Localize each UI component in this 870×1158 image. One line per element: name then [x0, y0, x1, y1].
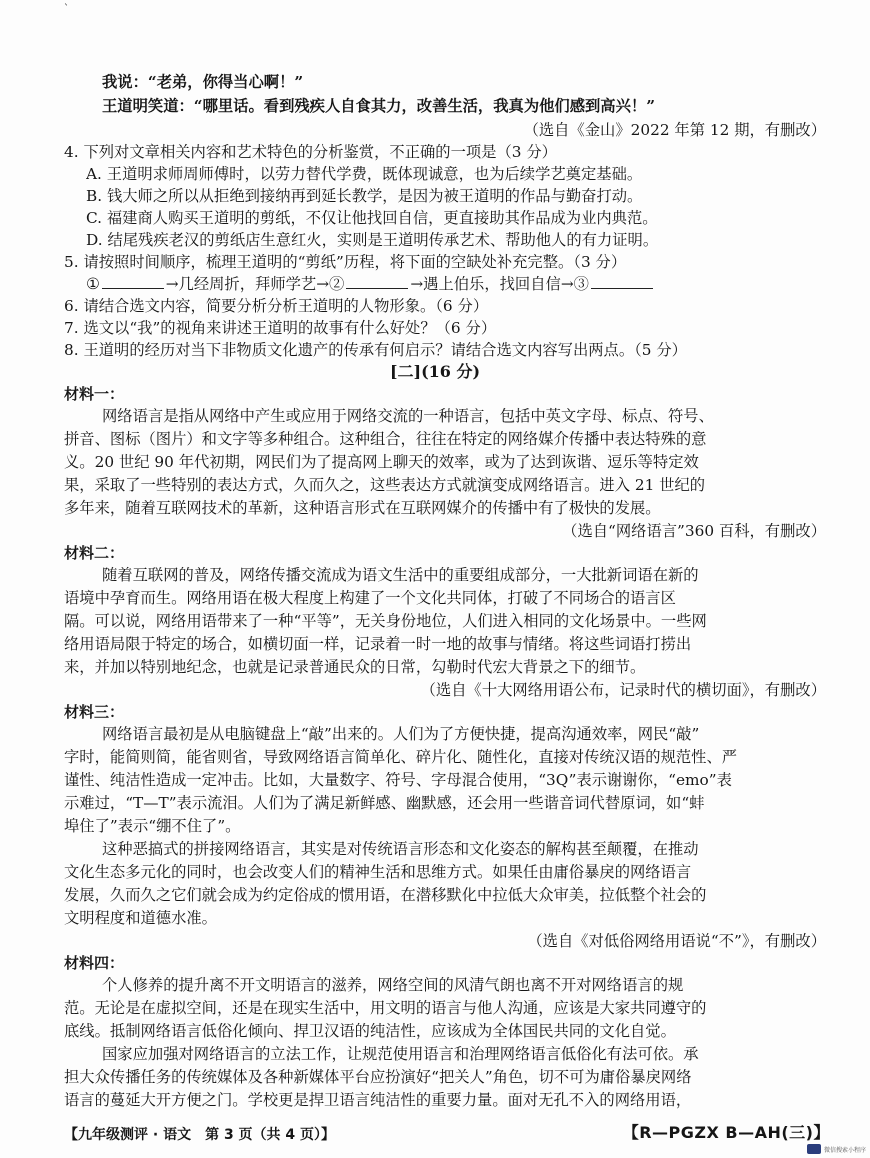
- material-2-line: 隔。可以说，网络用语带来了一种“平等”，无关身份地位，人们进入相同的文化场景中。一些网: [64, 612, 707, 630]
- material-4-line: 范。无论是在虚拟空间，还是在现实生活中，用文明的语言与他人沟通，应该是大家共同遵守的: [64, 999, 707, 1017]
- corner-mark: `: [64, 4, 69, 15]
- question-7: 7. 选文以“我”的视角来讲述王道明的故事有什么好处？（6 分）: [64, 319, 497, 337]
- question-5: 5. 请按照时间顺序，梳理王道明的“剪纸”历程，将下面的空缺处补充完整。（3 分）: [64, 253, 627, 271]
- material-4-line: 语言的蔓延大开方便之门。学校更是捍卫语言纯洁性的重要力量。面对无孔不入的网络用语，: [64, 1091, 692, 1109]
- answer-blank-2[interactable]: [346, 275, 408, 289]
- material-1-line: 多年来，随着互联网技术的革新，这种语言形式在互联网媒介的传播中有了极快的发展。: [64, 499, 661, 517]
- flow-step-1: →几经周折，拜师学艺→②: [165, 275, 345, 293]
- material-3-line: 这种恶搞式的拼接网络语言，其实是对传统语言形态和文化姿态的解构甚至颠覆，在推动: [102, 840, 699, 858]
- watermark: [807, 1144, 866, 1154]
- material-2-line: 来，并加以特别地纪念，也就是记录普通民众的日常，勾勒时代宏大背景之下的细节。: [64, 658, 646, 676]
- material-3-line: 文化生态多元化的同时，也会改变人们的精神生活和思维方式。如果任由庸俗暴戾的网络语言: [64, 863, 692, 881]
- material-1-line: 拼音、图标（图片）和文字等多种组合。这种组合，往往在特定的网络媒介传播中表达特殊的意: [64, 430, 707, 448]
- material-2-line: 语境中孕育而生。网络用语在极大程度上构建了一个文化共同体，打破了不同场合的语言区: [64, 589, 676, 607]
- material-1-line: 果，采取了一些特别的表达方式，久而久之，这些表达方式就演变成网络语言。进入 21 世纪的: [64, 476, 706, 494]
- answer-blank-1[interactable]: [102, 275, 164, 289]
- question-4: 4. 下列对文章相关内容和艺术特色的分析鉴赏，不正确的一项是（3 分）: [64, 143, 557, 161]
- question-4-option-b: B. 钱大师之所以从拒绝到接纳再到延长教学，是因为被王道明的作品与勤奋打动。: [86, 187, 643, 205]
- material-4-line: 底线。抵制网络语言低俗化倾向、捍卫汉语的纯洁性，应该成为全体国民共同的文化自觉。: [64, 1022, 676, 1040]
- material-3-line: 文明程度和道德水准。: [64, 909, 217, 927]
- material-2-label: 材料二：: [64, 544, 125, 562]
- footer-page-info: 【九年级测评 · 语文 第 3 页（共 4 页）】: [64, 1127, 336, 1143]
- material-4-line: 国家应加强对网络语言的立法工作，让规范使用语言和治理网络语言低俗化有法可依。承: [102, 1045, 699, 1063]
- question-4-option-d: D. 结尾残疾老汉的剪纸店生意红火，实则是王道明传承艺术、帮助他人的有力证明。: [86, 231, 659, 249]
- section-title: [二](16 分): [389, 362, 481, 381]
- watermark-logo-icon: [807, 1144, 821, 1154]
- material-3-line: 字时，能简则简，能省则省，导致网络语言简单化、碎片化、随性化，直接对传统汉语的规范性、严: [64, 748, 738, 766]
- material-3-line: 网络语言最初是从电脑键盘上“敲”出来的。人们为了方便快捷，提高沟通效率，网民“敲”: [102, 725, 700, 743]
- question-5-flow: [86, 272, 826, 296]
- material-3-line: 谨性、纯洁性造成一定冲击。比如，大量数字、符号、字母混合使用，“3Q”表示谢谢你，“emo”表: [64, 771, 732, 789]
- material-1-line: 义。20 世纪 90 年代初期，网民们为了提高网上聊天的效率，或为了达到诙谐、逗乐等特定效: [64, 453, 699, 471]
- material-1-label: 材料一：: [64, 385, 125, 403]
- material-2-line: 络用语局限于特定的场合，如横切面一样，记录着一时一地的故事与情绪。将这些词语打捞出: [64, 635, 692, 653]
- material-1-line: 网络语言是指从网络中产生或应用于网络交流的一种语言，包括中英文字母、标点、符号、: [102, 407, 714, 425]
- material-2-source: （选自《十大网络用语公布，记录时代的横切面》，有删改）: [420, 681, 826, 699]
- material-3-line: 示难过，“T—T”表示流泪。人们为了满足新鲜感、幽默感，还会用一些谐音词代替原词，如“蚌: [64, 794, 705, 812]
- material-1-source: （选自“网络语言”360 百科，有删改）: [562, 522, 826, 540]
- material-4-line: 个人修养的提升离不开文明语言的滋养，网络空间的风清气朗也离不开对网络语言的规: [102, 976, 684, 994]
- flow-marker-1: ①: [86, 275, 100, 293]
- material-4-label: 材料四：: [64, 954, 125, 972]
- flow-step-2: →遇上伯乐，找回自信→③: [410, 275, 589, 293]
- question-4-option-a: A. 王道明求师周师傅时，以劳力替代学费，既体现诚意，也为后续学艺奠定基础。: [86, 165, 643, 183]
- material-3-line: 发展，久而久之它们就会成为约定俗成的惯用语，在潜移默化中拉低大众审美，拉低整个社会的: [64, 886, 707, 904]
- question-6: 6. 请结合选文内容，简要分析分析王道明的人物形象。（6 分）: [64, 297, 489, 315]
- answer-blank-3[interactable]: [591, 275, 653, 289]
- watermark-text: 微信搜索小程序: [823, 1146, 866, 1154]
- dialog-line-1: 我说：“老弟，你得当心啊！”: [102, 73, 304, 91]
- footer-exam-code: 【R—PGZX B—AH(三)】: [622, 1123, 830, 1142]
- dialog-line-2: 王道明笑道：“哪里话。看到残疾人自食其力，改善生活，我真为他们感到高兴！”: [102, 97, 655, 115]
- story-source: （选自《金山》2022 年第 12 期，有删改）: [523, 121, 826, 139]
- material-3-label: 材料三：: [64, 703, 125, 721]
- material-3-line: 埠住了”表示“绷不住了”。: [64, 817, 241, 835]
- material-4-line: 担大众传播任务的传统媒体及各种新媒体平台应扮演好“把关人”角色，切不可为庸俗暴戾网络: [64, 1068, 692, 1086]
- material-2-line: 随着互联网的普及，网络传播交流成为语文生活中的重要组成部分，一大批新词语在新的: [102, 566, 699, 584]
- material-3-source: （选自《对低俗网络用语说“不”》，有删改）: [527, 932, 826, 950]
- question-4-option-c: C. 福建商人购买王道明的剪纸，不仅让他找回自信，更直接助其作品成为业内典范。: [86, 209, 658, 227]
- question-8: 8. 王道明的经历对当下非物质文化遗产的传承有何启示？请结合选文内容写出两点。（5 分）: [64, 341, 687, 359]
